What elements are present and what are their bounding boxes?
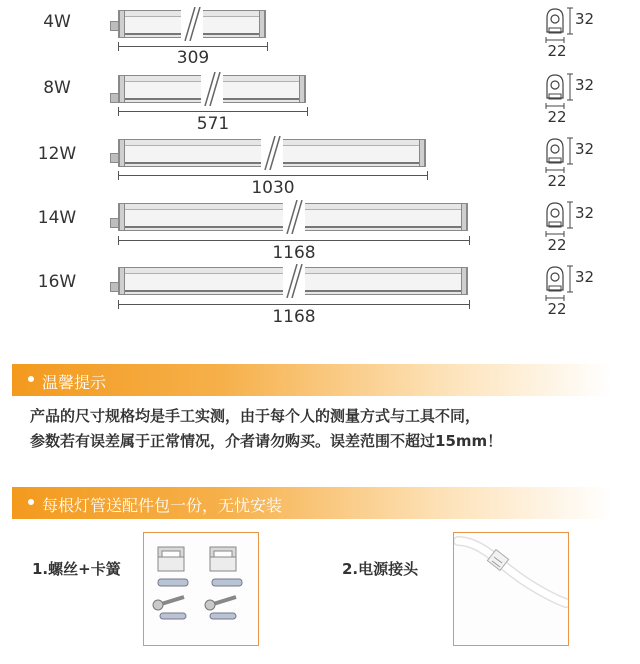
height-value: 32 xyxy=(575,140,595,158)
tube-image xyxy=(118,267,468,295)
cross-section-diagram xyxy=(544,6,614,62)
notice-text xyxy=(30,404,620,454)
watt-label: 4W xyxy=(43,12,71,32)
cross-section-diagram xyxy=(544,200,614,256)
dimension-line xyxy=(118,304,470,305)
tube-image xyxy=(118,203,468,231)
bullet-icon xyxy=(28,376,34,382)
notice-banner xyxy=(12,364,612,396)
length-value: 1168 xyxy=(272,307,316,327)
tube-image xyxy=(118,10,266,38)
tube-profile-icon xyxy=(544,200,574,240)
accessories-banner xyxy=(12,487,612,519)
watt-label: 8W xyxy=(43,78,71,98)
accessories-title: 每根灯管送配件包一份，无忧安装 xyxy=(42,496,283,515)
cross-section-diagram xyxy=(544,264,614,320)
accessory-label-screws: 1.螺丝+卡簧 xyxy=(32,560,121,578)
length-value: 1030 xyxy=(251,178,295,198)
length-value: 1168 xyxy=(272,243,316,263)
length-value: 571 xyxy=(196,114,230,134)
tube-profile-icon xyxy=(544,264,574,304)
watt-label: 14W xyxy=(37,208,77,228)
tube-image xyxy=(118,75,306,103)
height-value: 32 xyxy=(575,204,595,222)
dimension-line xyxy=(118,175,428,176)
tube-profile-icon xyxy=(544,6,574,46)
width-value: 22 xyxy=(547,236,567,254)
dimension-line xyxy=(118,111,308,112)
power-cable-icon xyxy=(454,533,568,645)
height-value: 32 xyxy=(575,76,595,94)
accessory-label-power-connector: 2.电源接头 xyxy=(342,560,419,578)
tube-profile-icon xyxy=(544,72,574,112)
tube-profile-icon xyxy=(544,136,574,176)
watt-label: 12W xyxy=(37,144,77,164)
notice-title: 温馨提示 xyxy=(42,373,107,392)
screws-clips-icon xyxy=(144,533,258,645)
dimension-line xyxy=(118,240,470,241)
cross-section-diagram xyxy=(544,136,614,192)
bullet-icon xyxy=(28,499,34,505)
tube-image xyxy=(118,139,426,167)
width-value: 22 xyxy=(547,108,567,126)
width-value: 22 xyxy=(547,42,567,60)
cross-section-diagram xyxy=(544,72,614,128)
notice-line-2: 参数若有误差属于正常情况，介者请勿购买。误差范围不超过15mm！ xyxy=(30,432,503,450)
width-value: 22 xyxy=(547,300,567,318)
height-value: 32 xyxy=(575,268,595,286)
watt-label: 16W xyxy=(37,272,77,292)
notice-line-1: 产品的尺寸规格均是手工实测，由于每个人的测量方式与工具不同， xyxy=(30,407,481,425)
length-value: 309 xyxy=(176,48,210,68)
screws-clips-image xyxy=(143,532,259,646)
width-value: 22 xyxy=(547,172,567,190)
dimension-line xyxy=(118,46,268,47)
height-value: 32 xyxy=(575,10,595,28)
power-connector-image xyxy=(453,532,569,646)
